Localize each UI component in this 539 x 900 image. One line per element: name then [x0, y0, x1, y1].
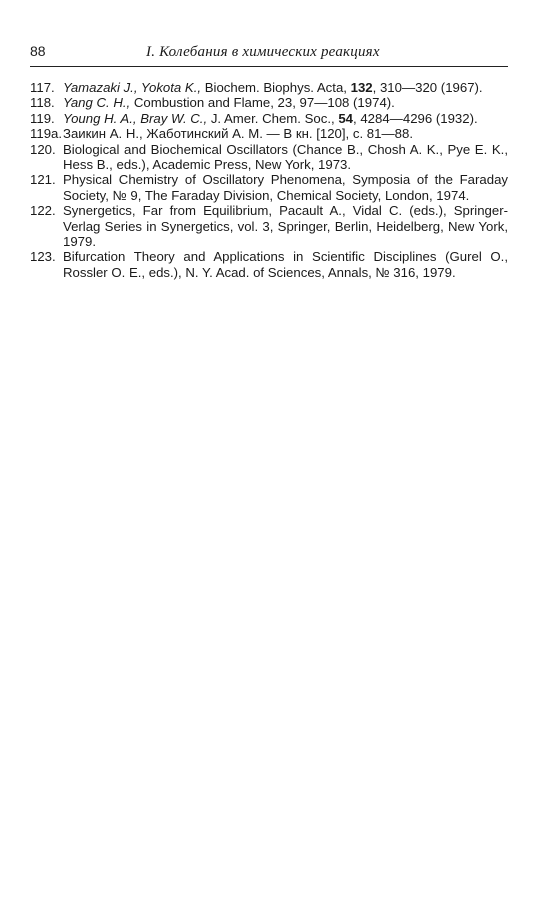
reference-text: Synergetics, Far from Equilibrium, Pacault A., Vidal C. (eds.), Springer-Verlag Series in Synergetics, vol. 3, Springer, Berlin, Heidelberg, New York, 1979. — [63, 203, 508, 250]
reference-pages: , 310—320 (1967). — [372, 80, 483, 95]
reference-number: 123. — [30, 249, 56, 265]
reference-source: Combustion and Flame, 23, 97—108 (1974). — [133, 95, 395, 111]
reference-number: 120. — [30, 141, 56, 157]
reference-number: 118. — [30, 95, 55, 111]
reference-123 — [30, 249, 508, 280]
reference-text — [63, 95, 508, 110]
reference-pages: , 4284—4296 (1932). — [353, 110, 478, 126]
reference-text — [63, 80, 508, 95]
reference-122 — [30, 203, 508, 249]
reference-number: 122. — [30, 203, 56, 219]
reference-source: J. Amer. Chem. Soc., — [210, 110, 335, 126]
reference-number: 119. — [30, 110, 55, 126]
reference-list — [30, 80, 508, 280]
reference-authors: Yang C. H., — [63, 95, 131, 111]
reference-authors: Young H. A., Bray W. C., — [63, 110, 208, 126]
reference-119 — [30, 111, 508, 126]
reference-volume: 132 — [350, 80, 373, 95]
reference-source: Biochem. Biophys. Acta, — [204, 80, 347, 95]
reference-120 — [30, 142, 508, 173]
reference-text: Biological and Biochemical Oscillators (Chance B., Chosh A. K., Pye E. K., Hess B., eds.), Academic Press, New York, 1973. — [63, 141, 508, 173]
reference-119a — [30, 126, 508, 141]
page-number: 88 — [30, 43, 46, 59]
reference-text: Bifurcation Theory and Applications in Scientific Disciplines (Gurel O., Rossler O. E., eds.), N. Y. Acad. of Sciences, Annals, № 316, 1979. — [63, 249, 508, 280]
reference-authors: Yamazaki J., Yokota K., — [63, 80, 202, 95]
reference-text — [63, 111, 508, 126]
reference-number: 119a. — [30, 126, 63, 142]
reference-text: Physical Chemistry of Oscillatory Phenomena, Symposia of the Faraday Society, № 9, The Faraday Division, Chemical Society, London, 1974. — [63, 172, 508, 203]
reference-121 — [30, 172, 508, 203]
header-rule — [30, 66, 508, 67]
reference-number: 117. — [30, 80, 55, 95]
reference-117 — [30, 80, 508, 95]
running-head — [30, 40, 508, 68]
reference-text: Заикин А. Н., Жаботинский А. М. — В кн. [120], с. 81—88. — [63, 126, 413, 142]
reference-118 — [30, 95, 508, 110]
reference-number: 121. — [30, 172, 56, 188]
reference-volume: 54 — [338, 110, 354, 126]
chapter-title: I. Колебания в химических реакциях — [146, 44, 380, 60]
